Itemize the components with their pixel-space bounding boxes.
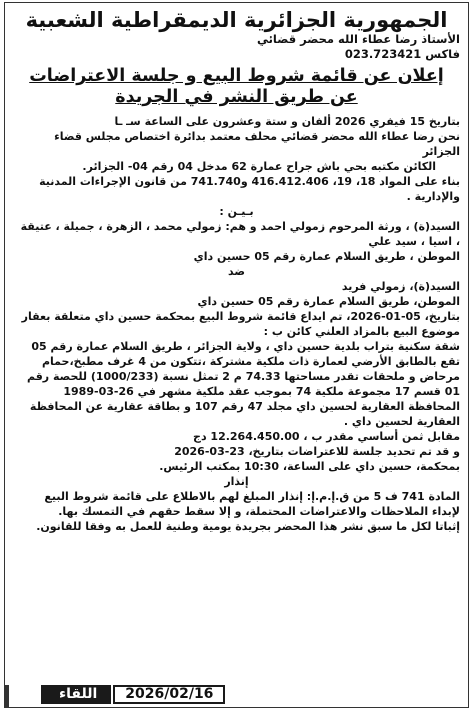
notary-paragraph: نحن رضا عطاء الله محضر قضائي محلف معتمد بدائرة اختصاص مجلس قضاء الجزائر	[54, 130, 460, 158]
legal-basis: بناء على المواد 18، 19، 416.412.406 و741.740 من قانون الإجراءات المدنية والإدارية .	[39, 175, 460, 203]
notary-name: الأستاذ رضا عطاء الله محضر قضائي	[256, 32, 460, 46]
warning-text: المادة 741 ف 5 من ق.إ.م.إ: إنذار المبلغ لهم بالاطلاع على قائمة شروط البيع لإبداء الملاحظات والاعتراضات المحتملة، و إلا سقط حقهم في التمسك بها.	[44, 490, 460, 518]
notice-body	[13, 114, 460, 534]
office-address: الكائن مكتبه بحي باش جراح عمارة 62 مدخل 04 رقم 04- الجزائر.	[82, 160, 436, 173]
defendant-domicile: الموطن، طريق السلام عمارة رقم 05 حسين داي	[197, 295, 460, 308]
publication-date: 2026/02/16	[113, 685, 225, 704]
publication-footer	[41, 685, 225, 704]
objection-hearing-date: و قد تم تحديد جلسة للاعتراضات بتاريخ، 23-03-2026	[174, 445, 460, 458]
deposit-paragraph: بتاريخ، 05-01-2026، تم ايداع قائمة شروط البيع بمحكمة حسين داي متعلقة بعقار موضوع البيع بالمزاد العلني كائن ب :	[21, 310, 460, 338]
against-label: ضد	[228, 265, 245, 278]
publication-statement: إثباتا لكل ما سبق نشر هذا المحضر بجريدة يومية وطنية للعمل به وفقا للقانون.	[36, 520, 460, 533]
defendant: السيد(ة)، زمولي فريد	[341, 280, 460, 293]
claimants-domicile: الموطن ، طريق السلام عمارة رقم 05 حسين داي	[193, 250, 460, 263]
notice-headline-line2: عن طريق النشر في الجريدة	[115, 87, 358, 107]
base-price: مقابل ثمن أساسي مقدر ب ، 12.264.450.00 دج	[193, 430, 460, 443]
legal-notice-page	[4, 2, 469, 708]
property-description: شقة سكنية بتراب بلدية حسين داي ، ولاية الجزائر ، طريق السلام عمارة رقم 05 تقع بالطابق الأرضي لعمارة ذات ملكية مشتركة ،تتكون من 4 غرف مطبخ،حمام مرحاض و ملحقات تقدر مساحتها 74.33 م 2 تمثل نسبة (1000/233) للحصة رقم 01 قسم 17 مجموعة ملكية 74 بموجب عقد ملكية مشهر في 26-03-1989 المحافظة العقارية لحسين داي مجلد 47 رقم 107 و بطاقة عقارية عن المحافظة العقارية لحسين داي .	[26, 340, 460, 428]
notice-headline-line1: إعلان عن قائمة شروط البيع و جلسة الاعتراضات	[29, 66, 444, 86]
notice-date-paragraph: بتاريخ 15 فيفري 2026 ألفان و ستة وعشرون على الساعة سـ ـا	[114, 115, 460, 128]
hearing-location: بمحكمة، حسين داي على الساعة، 10:30 بمكتب الرئيس.	[159, 460, 460, 473]
notice-content	[13, 7, 460, 707]
claimants: السيد(ة) ، ورثة المرحوم زمولي احمد و هم: زمولي محمد ، الزهرة ، جميلة ، عتيقة ، اسيا ، سيد علي	[20, 220, 460, 248]
between-label: بـيـن :	[219, 205, 254, 218]
corner-border-mark	[5, 685, 9, 707]
republic-title: الجمهورية الجزائرية الديمقراطية الشعبية	[25, 8, 448, 32]
fax-number: فاكس 023.723421	[344, 47, 460, 61]
newspaper-name: اللقاء	[41, 685, 111, 704]
warning-heading: إنذار	[224, 475, 249, 488]
